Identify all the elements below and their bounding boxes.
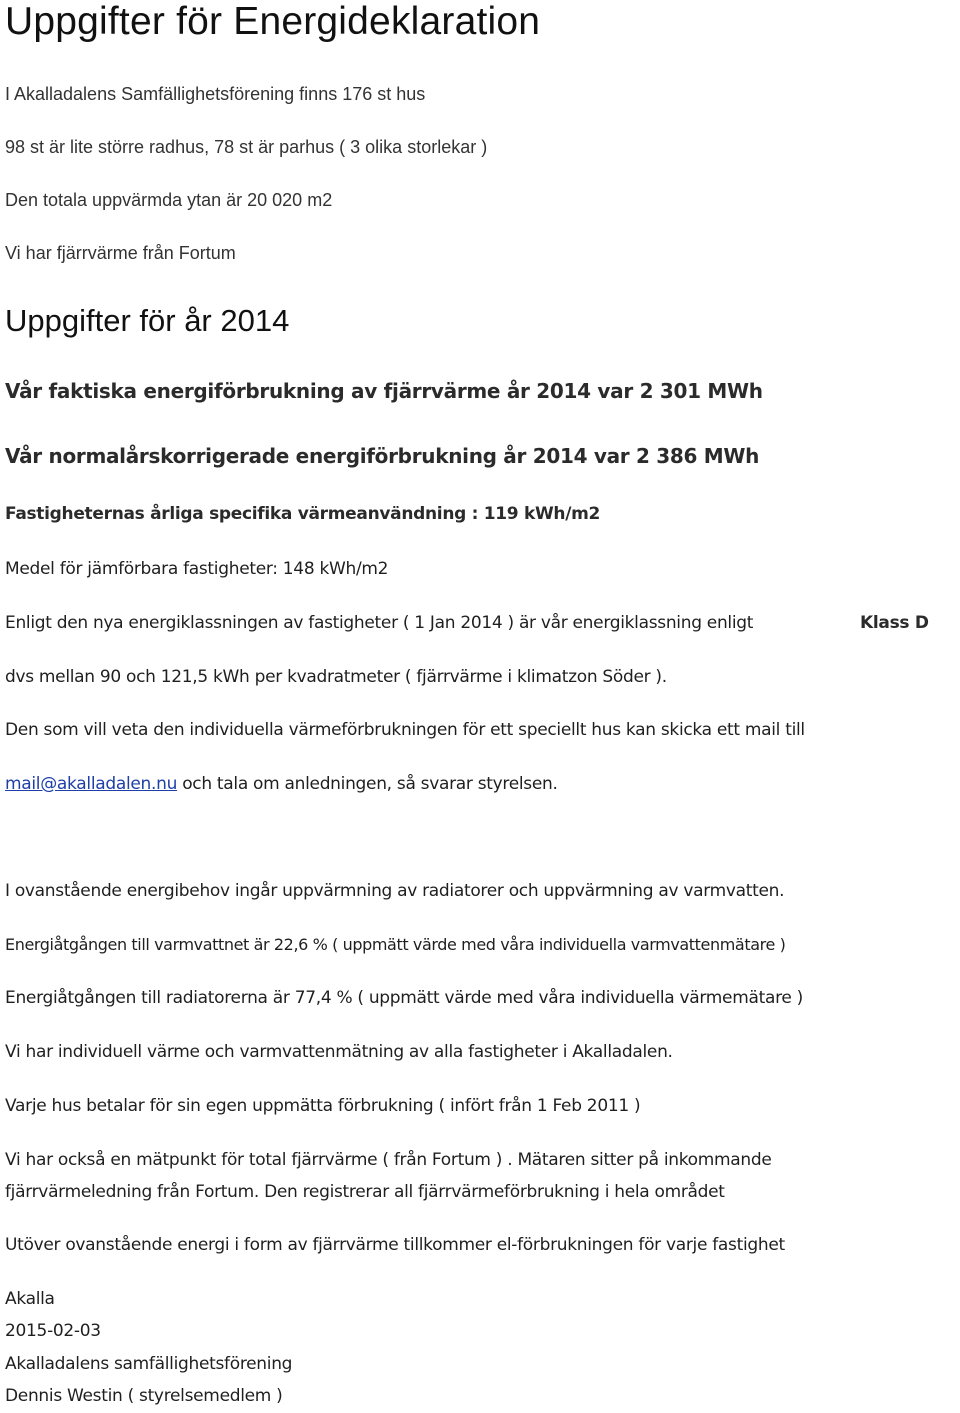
intro-line-houses: I Akalladalens Samfällighetsförening finns 176 st hus: [5, 84, 426, 104]
comparable-average: Medel för jämförbara fastigheter: 148 kWh/m2: [5, 559, 389, 579]
signature-date: 2015-02-03: [5, 1321, 101, 1341]
contact-email-line: [5, 776, 558, 793]
signature-name: Dennis Westin ( styrelsemedlem ): [5, 1386, 283, 1406]
detail-total-meter: Vi har också en mätpunkt för total fjärrvärme ( från Fortum ) . Mätaren sitter på inkommande: [5, 1150, 772, 1170]
detail-billing: Varje hus betalar för sin egen uppmätta förbrukning ( infört från 1 Feb 2011 ): [5, 1096, 641, 1116]
email-suffix: och tala om anledningen, så svarar styrelsen.: [177, 774, 558, 794]
energy-class-line: Enligt den nya energiklassningen av fastigheter ( 1 Jan 2014 ) är vår energiklassning enligt: [5, 613, 754, 633]
fact-specific-use: Fastigheternas årliga specifika värmeanvändning : 119 kWh/m2: [5, 504, 601, 524]
fact-normalized-consumption: Vår normalårskorrigerade energiförbrukning år 2014 var 2 386 MWh: [5, 444, 760, 468]
fact-actual-consumption: Vår faktiska energiförbrukning av fjärrvärme år 2014 var 2 301 MWh: [5, 379, 763, 403]
signature-place: Akalla: [5, 1289, 55, 1309]
contact-line: Den som vill veta den individuella värmeförbrukningen för ett speciellt hus kan skicka ett mail till: [5, 720, 805, 740]
year-heading: Uppgifter för år 2014: [5, 303, 290, 338]
class-range-line: dvs mellan 90 och 121,5 kWh per kvadratmeter ( fjärrvärme i klimatzon Söder ).: [5, 667, 667, 687]
detail-electricity: Utöver ovanstående energi i form av fjärrvärme tillkommer el-förbrukningen för varje fastighet: [5, 1235, 785, 1255]
intro-line-heating: Vi har fjärrvärme från Fortum: [5, 243, 236, 263]
detail-energy-need: I ovanstående energibehov ingår uppvärmning av radiatorer och uppvärmning av varmvatten.: [5, 881, 785, 901]
energy-class-value: Klass D: [860, 613, 929, 633]
detail-hot-water: Energiåtgången till varmvattnet är 22,6 % ( uppmätt värde med våra individuella varmvattenmätare ): [5, 935, 786, 954]
detail-radiators: Energiåtgången till radiatorerna är 77,4 % ( uppmätt värde med våra individuella värmemätare ): [5, 988, 803, 1008]
intro-line-area: Den totala uppvärmda ytan är 20 020 m2: [5, 190, 333, 210]
detail-individual-metering: Vi har individuell värme och varmvattenmätning av alla fastigheter i Akalladalen.: [5, 1042, 673, 1062]
detail-total-meter-cont: fjärrvärmeledning från Fortum. Den registrerar all fjärrvärmeförbrukning i hela området: [5, 1182, 725, 1202]
intro-line-types: 98 st är lite större radhus, 78 st är parhus ( 3 olika storlekar ): [5, 137, 488, 157]
email-link[interactable]: mail@akalladalen.nu: [5, 774, 178, 794]
document-title: Uppgifter för Energideklaration: [5, 0, 541, 43]
signature-org: Akalladalens samfällighetsförening: [5, 1354, 293, 1374]
